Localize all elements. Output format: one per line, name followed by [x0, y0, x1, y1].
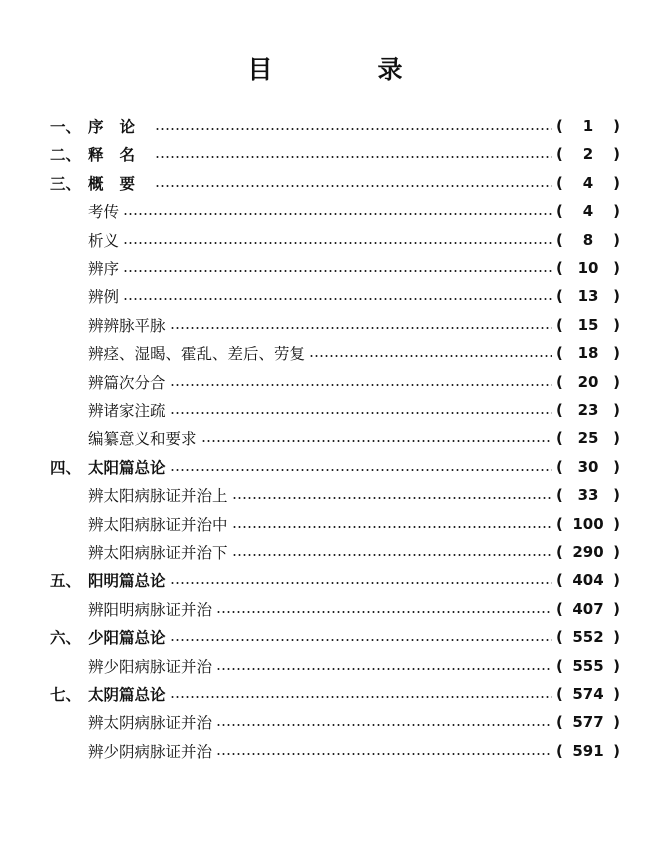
- toc-entry-title: 编纂意义和要求: [88, 430, 197, 449]
- page-number: 555: [572, 656, 604, 675]
- paren-close: ): [613, 685, 620, 703]
- paren-open: (: [556, 514, 563, 533]
- paren-open: (: [556, 401, 563, 419]
- page-number: 15: [577, 315, 599, 334]
- page-number: 574: [572, 685, 604, 703]
- toc-entry[interactable]: [0, 368, 650, 396]
- dot-leader: [155, 156, 552, 158]
- dot-leader: [170, 469, 552, 471]
- toc-entry-number: 六、: [50, 629, 82, 648]
- toc-entry-number: 二、: [50, 146, 82, 165]
- toc-entry[interactable]: [0, 311, 650, 339]
- toc-entry-number: 五、: [50, 572, 82, 591]
- toc-entry-title: 辨痉、湿暍、霍乱、差后、劳复: [88, 345, 306, 364]
- dot-leader: [155, 128, 552, 130]
- paren-open: (: [556, 713, 563, 732]
- toc-entry-title: 辨阳明病脉证并治: [88, 600, 213, 619]
- toc-entry-title: 辨例: [88, 288, 120, 307]
- toc-entry-page: [556, 117, 620, 135]
- dot-leader: [123, 298, 552, 300]
- toc-entry-page: [556, 259, 620, 277]
- toc-entry[interactable]: [0, 339, 650, 367]
- toc-entry-title: 考传: [88, 203, 120, 222]
- page-number: 4: [582, 173, 594, 192]
- toc-entry-page: [556, 742, 620, 760]
- paren-close: ): [613, 372, 620, 391]
- paren-close: ): [613, 287, 620, 306]
- paren-close: ): [613, 315, 620, 334]
- page-number: 8: [582, 230, 594, 249]
- toc-entry-title: 辨太阳病脉证并治中: [88, 515, 228, 534]
- paren-close: ): [613, 599, 620, 618]
- toc-entry-title: 概要: [88, 174, 152, 193]
- toc-entry-title: 太阴篇总论: [88, 686, 166, 704]
- toc-entry[interactable]: [0, 424, 650, 452]
- page-number: 25: [577, 429, 599, 448]
- paren-close: ): [613, 514, 620, 533]
- dot-leader: [216, 611, 552, 613]
- dot-leader: [170, 582, 552, 584]
- paren-close: ): [613, 656, 620, 675]
- toc-entry-page: [556, 713, 620, 731]
- toc-entry-number: 四、: [50, 458, 82, 477]
- paren-close: ): [613, 202, 620, 221]
- toc-entry[interactable]: [0, 680, 650, 708]
- toc-entry-page: [556, 287, 620, 305]
- paren-close: ): [613, 429, 620, 448]
- paren-open: (: [556, 543, 563, 561]
- toc-entry-number: 三、: [50, 174, 82, 193]
- paren-close: ): [613, 344, 620, 363]
- page-number: 20: [577, 372, 599, 391]
- page-title: 目 录: [247, 55, 443, 84]
- toc-entry-page: [556, 145, 620, 163]
- toc-entry-page: [556, 628, 620, 646]
- toc-entry-title: 辨太阳病脉证并治下: [88, 544, 228, 562]
- page-number: 23: [577, 401, 599, 419]
- dot-leader: [232, 497, 552, 499]
- toc-entry-page: [556, 486, 620, 504]
- dot-leader: [170, 327, 552, 329]
- toc-entry-page: [556, 543, 620, 561]
- paren-open: (: [556, 259, 563, 277]
- toc-entry[interactable]: [0, 282, 650, 310]
- paren-open: (: [556, 599, 563, 618]
- paren-close: ): [613, 173, 620, 192]
- toc-entry[interactable]: [0, 169, 650, 197]
- paren-open: (: [556, 486, 563, 505]
- dot-leader: [170, 639, 552, 641]
- paren-close: ): [613, 486, 620, 505]
- dot-leader: [216, 668, 552, 670]
- page-number: 4: [582, 202, 594, 221]
- paren-close: ): [613, 628, 620, 647]
- toc-entry-number: 一、: [50, 118, 82, 136]
- page-number: 10: [577, 259, 599, 277]
- paren-open: (: [556, 230, 563, 249]
- toc-entry[interactable]: [0, 226, 650, 254]
- toc-entry[interactable]: [0, 737, 650, 765]
- page-number: 33: [577, 486, 599, 505]
- toc-entry-page: [556, 571, 620, 589]
- paren-close: ): [613, 543, 620, 561]
- page-number: 100: [572, 514, 604, 533]
- page-number: 13: [577, 287, 599, 306]
- toc-entry-title: 辨序: [88, 260, 120, 278]
- page-number: 30: [577, 457, 599, 476]
- paren-open: (: [556, 685, 563, 703]
- toc-entry[interactable]: [0, 623, 650, 651]
- toc-entry[interactable]: [0, 140, 650, 168]
- paren-open: (: [556, 287, 563, 306]
- toc-entry[interactable]: [0, 481, 650, 509]
- paren-open: (: [556, 457, 563, 476]
- toc-entry[interactable]: [0, 510, 650, 538]
- page-number: 552: [572, 628, 604, 647]
- toc-entry-title: 辨太阴病脉证并治: [88, 714, 213, 733]
- toc-entry-number: 七、: [50, 686, 82, 704]
- page-number: 404: [572, 571, 604, 590]
- toc-entry-title: 少阳篇总论: [88, 629, 166, 648]
- toc-entry[interactable]: [0, 595, 650, 623]
- toc-entry-page: [556, 657, 620, 675]
- toc-entry-page: [556, 174, 620, 192]
- toc-entry-title: 辨篇次分合: [88, 373, 166, 392]
- toc-entry[interactable]: [0, 453, 650, 481]
- paren-open: (: [556, 315, 563, 334]
- paren-close: ): [613, 401, 620, 419]
- toc-entry-title: 辨少阳病脉证并治: [88, 657, 213, 676]
- dot-leader: [170, 696, 552, 698]
- dot-leader: [123, 213, 552, 215]
- toc-entry-title: 阳明篇总论: [88, 572, 166, 591]
- page-number: 577: [572, 713, 604, 732]
- paren-close: ): [613, 230, 620, 249]
- toc-entry[interactable]: [0, 708, 650, 736]
- toc-entry[interactable]: [0, 396, 650, 424]
- page-number: 407: [572, 599, 604, 618]
- dot-leader: [232, 526, 552, 528]
- paren-open: (: [556, 202, 563, 221]
- paren-open: (: [556, 741, 563, 760]
- toc-entry[interactable]: [0, 197, 650, 225]
- paren-open: (: [556, 117, 563, 135]
- dot-leader: [170, 384, 552, 386]
- toc-entry-title: 太阳篇总论: [88, 458, 166, 477]
- toc-entry-page: [556, 458, 620, 476]
- toc-entry-title: 释名: [88, 146, 152, 165]
- page-number: 591: [572, 741, 604, 760]
- toc-entry-title: 辨少阴病脉证并治: [88, 742, 213, 761]
- dot-leader: [309, 355, 552, 357]
- dot-leader: [123, 242, 552, 244]
- paren-open: (: [556, 173, 563, 192]
- dot-leader: [170, 412, 552, 414]
- toc-entry-page: [556, 600, 620, 618]
- paren-close: ): [613, 117, 620, 135]
- paren-close: ): [613, 741, 620, 760]
- toc-entry-page: [556, 344, 620, 362]
- paren-open: (: [556, 145, 563, 164]
- toc-entry-title: 辨诸家注疏: [88, 402, 166, 420]
- dot-leader: [216, 753, 552, 755]
- dot-leader: [155, 185, 552, 187]
- paren-open: (: [556, 372, 563, 391]
- toc-entry-title: 析义: [88, 231, 120, 250]
- dot-leader: [232, 554, 552, 556]
- toc-entry-page: [556, 202, 620, 220]
- toc-entry-page: [556, 401, 620, 419]
- toc-entry[interactable]: [0, 254, 650, 282]
- paren-close: ): [613, 713, 620, 732]
- paren-open: (: [556, 656, 563, 675]
- toc-entry-page: [556, 373, 620, 391]
- toc-entry[interactable]: [0, 652, 650, 680]
- paren-open: (: [556, 429, 563, 448]
- page-number: 290: [572, 543, 604, 561]
- paren-close: ): [613, 457, 620, 476]
- toc-entry-title: 序论: [88, 118, 152, 136]
- paren-close: ): [613, 145, 620, 164]
- toc-entry[interactable]: [0, 538, 650, 566]
- toc-entry[interactable]: [0, 566, 650, 594]
- paren-open: (: [556, 344, 563, 363]
- paren-close: ): [613, 571, 620, 590]
- toc-entry[interactable]: [0, 112, 650, 140]
- toc-entry-title: 辨辨脉平脉: [88, 316, 166, 335]
- dot-leader: [123, 270, 552, 272]
- paren-open: (: [556, 628, 563, 647]
- toc-entry-page: [556, 429, 620, 447]
- toc-entry-page: [556, 316, 620, 334]
- page-number: 1: [582, 117, 594, 135]
- dot-leader: [216, 724, 552, 726]
- dot-leader: [201, 440, 552, 442]
- paren-open: (: [556, 571, 563, 590]
- toc-entry-title: 辨太阳病脉证并治上: [88, 487, 228, 506]
- toc-entry-page: [556, 515, 620, 533]
- toc-entry-page: [556, 231, 620, 249]
- toc-entry-page: [556, 685, 620, 703]
- paren-close: ): [613, 259, 620, 277]
- page-number: 2: [582, 145, 594, 164]
- page-number: 18: [577, 344, 599, 363]
